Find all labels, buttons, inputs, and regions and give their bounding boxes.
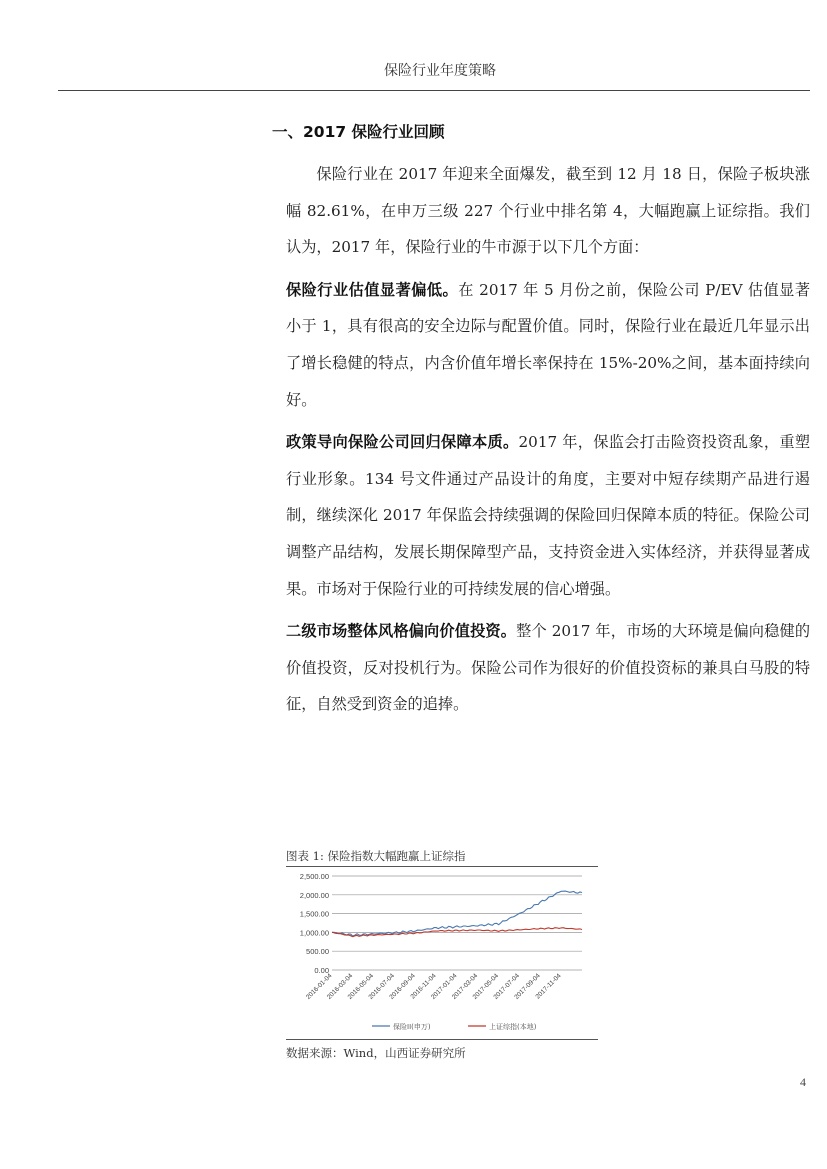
legend-label: 保险II(申万) (393, 1023, 431, 1031)
x-tick-label: 2016-11-04 (409, 972, 438, 1001)
y-tick-label: 1,000.00 (299, 928, 329, 938)
x-tick-label: 2017-05-04 (471, 972, 501, 1001)
x-tick-label: 2016-03-04 (325, 972, 355, 1001)
y-tick-label: 0.00 (314, 966, 329, 975)
paragraph-valuation (286, 272, 810, 418)
paragraph-policy-body: 2017 年，保监会打击险资投资乱象，重塑行业形象。134 号文件通过产品设计的角度，主要对中短存续期产品进行遏制，继续深化 2017 年保监会持续强调的保险回归保障本质的特征。保险公司调整产品结构，发展长期保障型产品，支持资金进入实体经济，并获得显著成果。市场对于保险行业的可持续发展的信心增强。 (286, 433, 811, 598)
figure-top-rule (286, 866, 598, 867)
x-tick-label: 2016-01-04 (304, 972, 334, 1001)
y-tick-label: 2,500.00 (299, 872, 329, 881)
page-number: 4 (800, 1075, 806, 1089)
paragraph-market (286, 613, 810, 723)
header-divider (58, 90, 810, 91)
intro-paragraph: 保险行业在 2017 年迎来全面爆发，截至到 12 月 18 日，保险子板块涨幅 82.61%，在申万三级 227 个行业中排名第 4，大幅跑赢上证综指。我们认为，2017 年，保险行业的牛市源于以下几个方面： (286, 165, 810, 257)
paragraph-market-body: 整个 2017 年，市场的大环境是偏向稳健的价值投资，反对投机行为。保险公司作为很好的价值投资标的兼具白马股的特征，自然受到资金的追捧。 (286, 622, 811, 714)
x-tick-label: 2017-07-04 (492, 972, 521, 1001)
chart-container (286, 868, 598, 1038)
x-tick-label: 2017-01-04 (429, 972, 459, 1001)
x-tick-label: 2016-09-04 (388, 972, 417, 1001)
x-tick-label: 2016-05-04 (346, 972, 376, 1001)
y-tick-label: 2,000.00 (299, 890, 329, 900)
figure-bottom-rule (286, 1039, 598, 1040)
paragraph-policy (286, 424, 810, 607)
paragraph-policy-lead: 政策导向保险公司回归保障本质。 (286, 433, 519, 452)
section-title: 一、2017 保险行业回顾 (272, 123, 445, 141)
legend-label: 上证综指(本地) (489, 1023, 537, 1031)
body-text (286, 156, 810, 729)
figure-source: 数据来源：Wind，山西证券研究所 (286, 1046, 466, 1060)
x-tick-label: 2017-11-04 (534, 972, 563, 1001)
line-chart (286, 868, 598, 1038)
figure-caption: 图表 1: 保险指数大幅跑赢上证综指 (286, 849, 466, 863)
x-tick-label: 2017-03-04 (450, 972, 480, 1001)
y-tick-label: 1,500.00 (299, 909, 329, 919)
x-tick-label: 2017-09-04 (513, 972, 542, 1001)
page-header-title: 保险行业年度策略 (384, 63, 496, 79)
paragraph-valuation-body: 在 2017 年 5 月份之前，保险公司 P/EV 估值显著小于 1，具有很高的安全边际与配置价值。同时，保险行业在最近几年显示出了增长稳健的特点，内含价值年增长率保持在 15%-20%之间，基本面持续向好。 (286, 280, 811, 409)
paragraph-valuation-lead: 保险行业估值显著偏低。 (286, 280, 459, 299)
x-tick-label: 2016-07-04 (367, 972, 396, 1001)
y-tick-label: 500.00 (306, 947, 329, 957)
paragraph-market-lead: 二级市场整体风格偏向价值投资。 (286, 622, 517, 641)
